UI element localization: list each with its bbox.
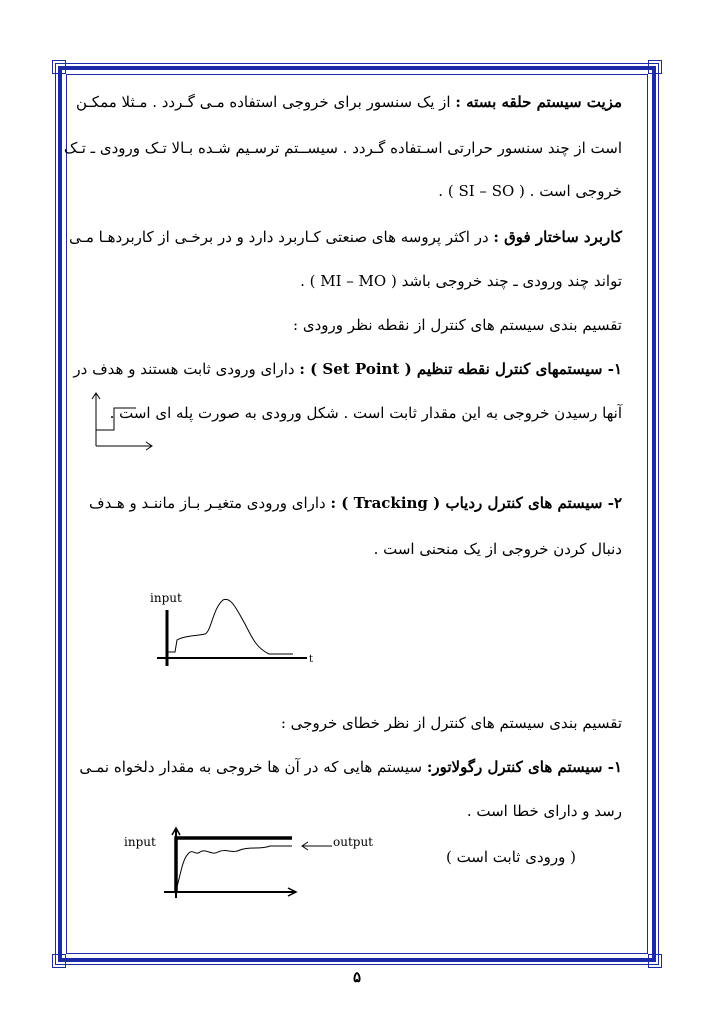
item3-line2: رسد و دارای خطا است . bbox=[466, 802, 622, 820]
p2-line1 bbox=[69, 228, 622, 246]
regulator-output-label: output bbox=[333, 835, 374, 849]
corner-ornament-br bbox=[648, 954, 662, 968]
tracking-xlabel: t bbox=[309, 654, 314, 665]
p4-line1: تقسیم بندی سیستم های کنترل از نظر خطای خروجی : bbox=[280, 714, 622, 732]
p1-line1-text: از یک سنسور برای خروجی استفاده مـی گـردد . مـثلا ممکـن bbox=[75, 93, 456, 111]
item1-line1 bbox=[73, 360, 622, 378]
item2-line1-text: دارای ورودی متغیـر بـاز ماننـد و هـدف bbox=[89, 494, 331, 512]
corner-ornament-bl bbox=[52, 954, 66, 968]
p1-heading: مزیت سیستم حلقه بسته : bbox=[455, 93, 622, 111]
p1-line2: است از چند سنسور حرارتی اسـتفاده گـردد . سیســتم ترسـیم شـده بـالا تـک ورودی ـ تـک bbox=[63, 139, 622, 157]
regulator-note: ( ورودی ثابت است ) bbox=[445, 848, 576, 866]
item3-line1 bbox=[79, 758, 622, 776]
item3-line1-text: سیستم هایی که در آن ها خروجی به مقدار دلخواه نمـی bbox=[79, 758, 427, 776]
page-number: ۵ bbox=[352, 968, 362, 986]
p2-line1-text: در اکثر پروسه های صنعتی کـاربرد دارد و در برخـی از کاربردهـا مـی bbox=[68, 228, 494, 246]
tracking-ylabel: input bbox=[150, 591, 182, 605]
item2-heading: ۲- سیستم های کنترل ردیاب ( Tracking ) : bbox=[330, 494, 622, 512]
corner-ornament-tl bbox=[52, 60, 66, 74]
item2-line1 bbox=[89, 494, 622, 512]
p2-line2: تواند چند ورودی ـ چند خروجی باشد ( MI – MO ) . bbox=[300, 272, 622, 290]
p3-line1: تقسیم بندی سیستم های کنترل از نقطه نظر ورودی : bbox=[293, 316, 622, 334]
page-border-inner bbox=[63, 74, 648, 954]
item1-line2: آنها رسیدن خروجی به این مقدار ثابت است . شکل ورودی به صورت پله ای است . bbox=[109, 404, 622, 422]
p1-line1 bbox=[76, 93, 622, 111]
regulator-figure bbox=[120, 824, 390, 904]
p2-heading: کاربرد ساختار فوق : bbox=[493, 228, 622, 246]
p1-line3: خروجی است . ( SI – SO ) . bbox=[438, 182, 622, 200]
item1-heading: ۱- سیستمهای کنترل نقطه تنظیم ( Set Point ) : bbox=[299, 360, 622, 378]
item1-line1-text: دارای ورودی ثابت هستند و هدف در bbox=[73, 360, 300, 378]
tracking-input-figure bbox=[145, 588, 325, 674]
regulator-input-label: input bbox=[124, 835, 156, 849]
item3-heading: ۱- سیستم های کنترل رگولاتور: bbox=[426, 758, 622, 776]
corner-ornament-tr bbox=[648, 60, 662, 74]
item2-line2: دنبال کردن خروجی از یک منحنی است . bbox=[373, 540, 622, 558]
step-input-figure bbox=[90, 390, 160, 452]
